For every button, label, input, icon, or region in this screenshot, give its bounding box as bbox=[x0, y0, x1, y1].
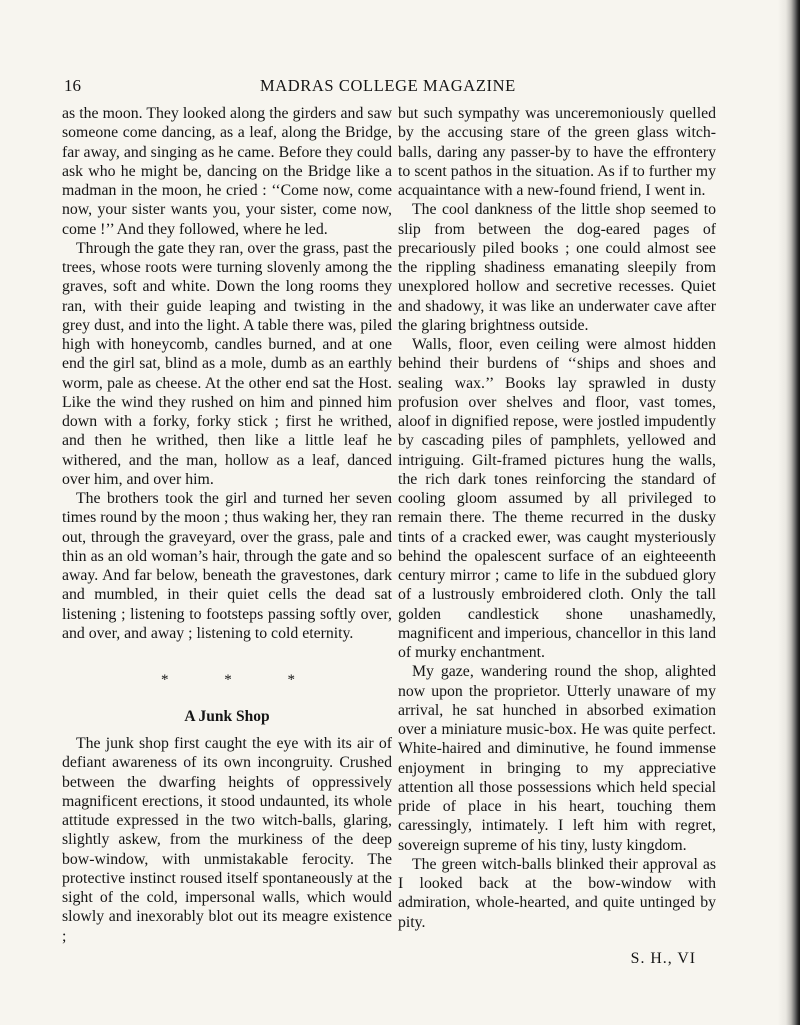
page-binding-edge bbox=[778, 0, 800, 1025]
story-paragraph: Through the gate they ran, over the grass, past the trees, whose roots were turning slovenly among the graves, soft and white. Down the long rooms they ran, with their guide leaping and twisting in the grey dust, and into the light. A table there was, piled high with honeycomb, candles burned, and at one end the girl sat, blind as a mole, dumb as an earthly worm, pale as cheese. At the other end sat the Host. Like the wind they rushed on him and pinned him down with a forky, forky stick ; first he writhed, and then he writhed, then like a little leaf he withered, and the man, hollow as a leaf, danced over him, and over him. bbox=[62, 239, 392, 488]
essay-paragraph: The cool dankness of the little shop seemed to slip from between the dog-eared pages of precariously piled books ; one could almost see the rippling shadiness emanating sleepily from unexplored hollow and secretive recesses. Quiet and shadowy, it was like an underwater cave after the glaring brightness outside. bbox=[398, 201, 716, 334]
right-column bbox=[398, 104, 716, 968]
left-column bbox=[62, 104, 392, 946]
page-header bbox=[64, 76, 724, 100]
page-number: 16 bbox=[64, 76, 81, 95]
section-title: A Junk Shop bbox=[184, 708, 270, 725]
story-paragraph: The brothers took the girl and turned her seven times round by the moon ; thus waking her, they ran out, through the graveyard, over the grass, pale and thin as an old woman’s hair, through the gate and so away. And far below, beneath the gravestones, dark and mumbled, in their quiet cells the dead sat listening ; listening to footsteps passing softly over, and over, and away ; listening to cold eternity. bbox=[62, 490, 392, 642]
essay-paragraph: My gaze, wandering round the shop, alighted now upon the proprietor. Utterly unaware of my arrival, he sat hunched in absorbed eximation over a miniature music-box. He was quite perfect. White-haired and diminutive, he found immense enjoyment in bringing to my appreciative attention all those possessions which held special pride of place in his heart, touching them caressingly, intimately. I left him with regret, sovereign supreme of his tiny, lusty kingdom. bbox=[398, 663, 716, 854]
author-signature: S. H., VI bbox=[630, 949, 696, 967]
essay-paragraph: The junk shop first caught the eye with its air of defiant awareness of its own incongruity. Crushed between the dwarfing heights of oppressively magnificent erections, it stood undaunted, its whole attitude expressed in the two witch-balls, glaring, slightly askew, from the murkiness of the deep bow-window, with unmistakable ferocity. The protective instinct roused itself spontaneously at the sight of the cold, impersonal walls, which would slowly and inexorably blot out its meagre existence ; bbox=[62, 735, 392, 945]
section-separator: * * * bbox=[161, 672, 321, 688]
essay-paragraph: The green witch-balls blinked their approval as I looked back at the bow-window with admiration, whole-hearted, and quite untinged by pity. bbox=[398, 855, 716, 931]
story-paragraph: as the moon. They looked along the girders and saw someone come dancing, as a leaf, along the Bridge, far away, and singing as he came. Before they could ask who he might be, dancing on the Bridge like a madman in the moon, he cried : ‘‘Come now, come now, your sister wants you, your sister, come now, come !’’ And they followed, where he led. bbox=[62, 105, 392, 238]
running-title: MADRAS COLLEGE MAGAZINE bbox=[260, 76, 516, 95]
essay-paragraph: Walls, floor, even ceiling were almost hidden behind their burdens of ‘‘ships and shoes and sealing wax.’’ Books lay sprawled in dusty profusion over shelves and floor, vast tomes, aloof in dignified repose, were jostled impudently by cascading piles of pamphlets, yellowed and intriguing. Gilt-framed pictures hung the walls, the rich dark tones reinforcing the standard of cooling gloom assumed by all privileged to remain there. The theme recurred in the dusky tints of a cracked ewer, was caught mysteriously behind the opalescent surface of an eighteeenth century mirror ; came to life in the subdued glory of a lustrously embroidered cloth. Only the tall golden candlestick shone unashamedly, magnificent and imperious, chancellor in this land of murky enchantment. bbox=[398, 336, 716, 661]
essay-paragraph: but such sympathy was unceremoniously quelled by the accusing stare of the green glass witch-balls, daring any passer-by to have the effrontery to scent pathos in the situation. As if to further my acquaintance with a new-found friend, I went in. bbox=[398, 105, 716, 199]
